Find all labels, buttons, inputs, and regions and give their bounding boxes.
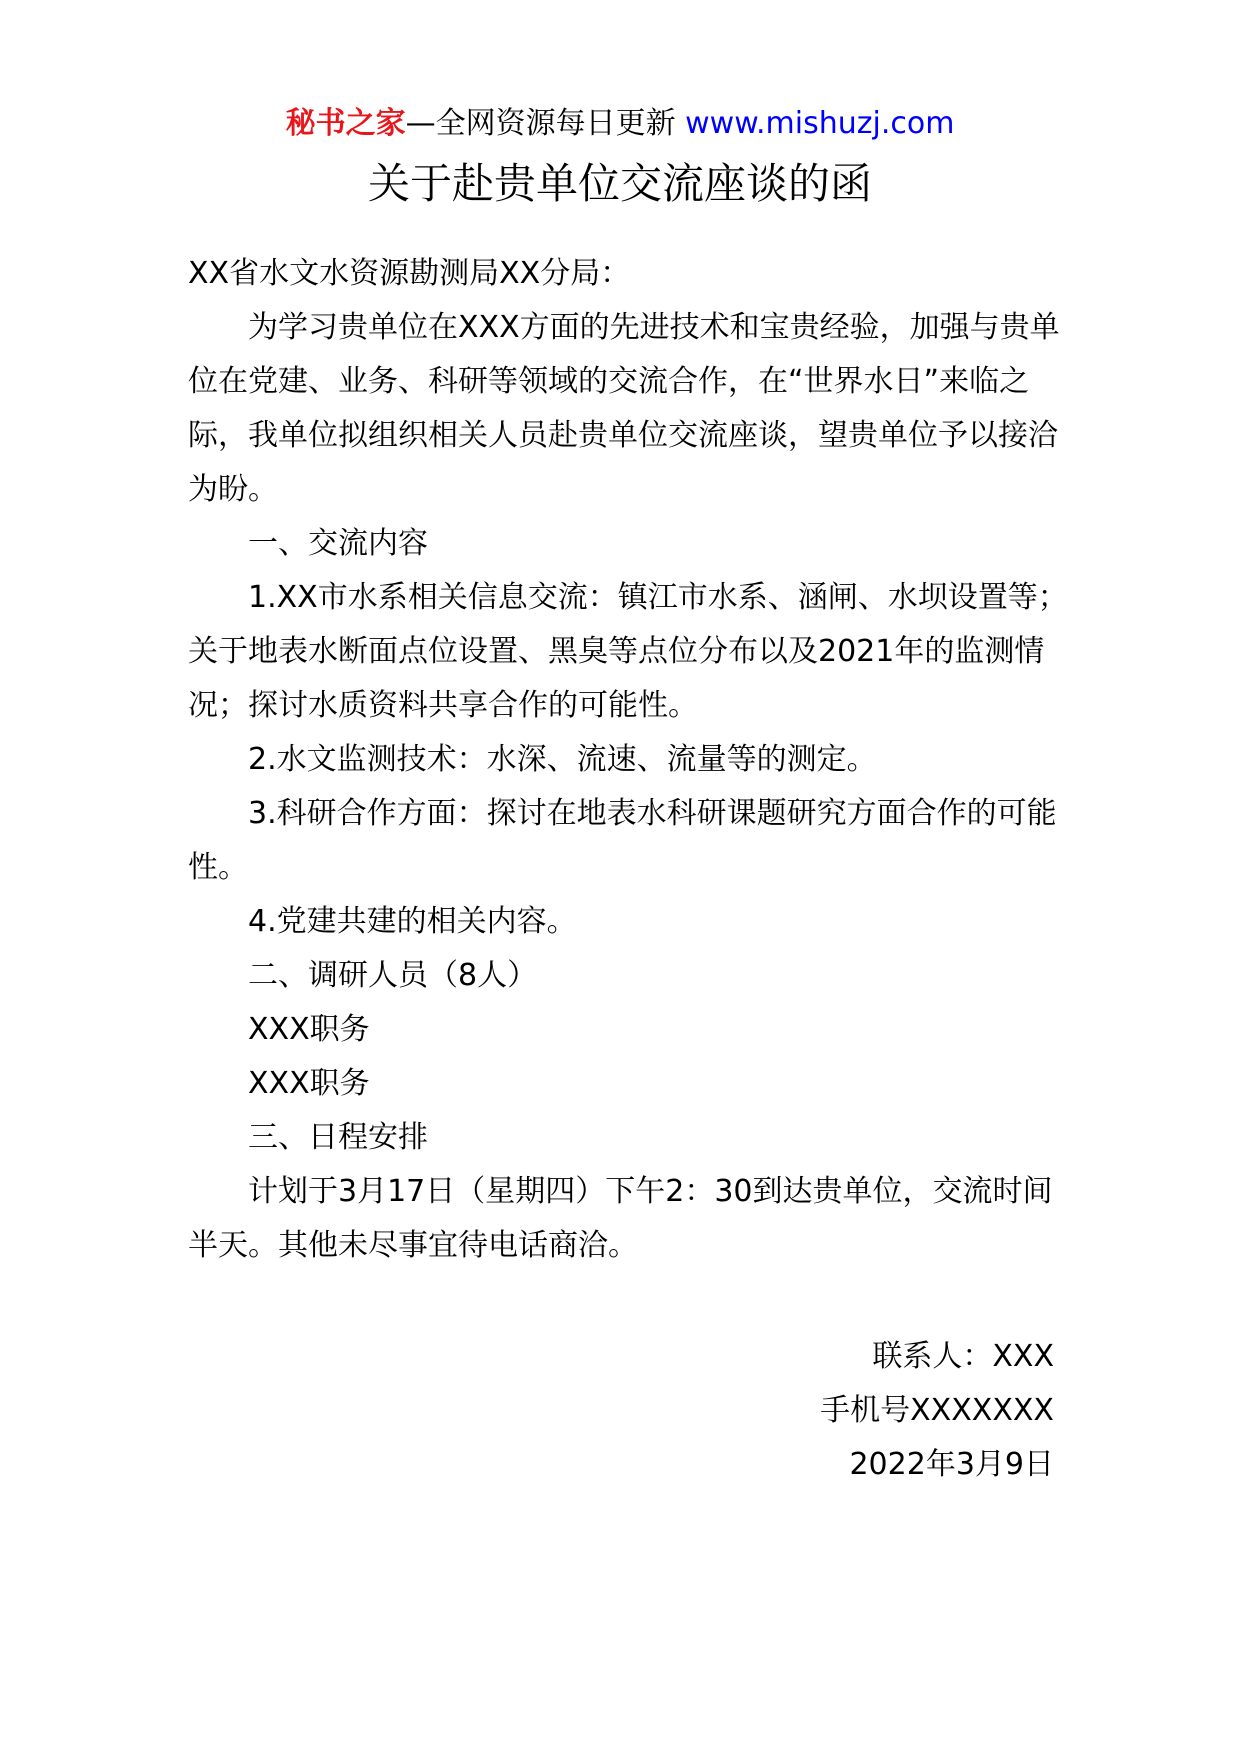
section-heading-schedule: 三、日程安排 (248, 1120, 428, 1155)
content-item-3: 3.科研合作方面：探讨在地表水科研课题研究方面合作的可能性。 (188, 796, 1057, 885)
contact-phone: 手机号XXXXXXX (820, 1393, 1054, 1428)
page-title: 关于赴贵单位交流座谈的函 (367, 159, 872, 208)
content-item-1: 1.XX市水系相关信息交流：镇江市水系、涵闸、水坝设置等；关于地表水断面点位设置、黑臭等点位分布以及2021年的监测情况；探讨水质资料共享合作的可能性。 (188, 580, 1068, 723)
content-item-2: 2.水文监测技术：水深、流速、流量等的测定。 (248, 742, 877, 777)
brand-name: 秘书之家 (285, 106, 406, 141)
section-heading-personnel: 二、调研人员（8人） (248, 958, 538, 993)
site-url-link[interactable]: www.mishuzj.com (685, 106, 955, 141)
salutation: XX省水文水资源勘测局XX分局： (188, 256, 631, 291)
letter-date: 2022年3月9日 (849, 1447, 1054, 1482)
personnel-item-2: XXX职务 (248, 1066, 370, 1101)
content-item-4: 4.党建共建的相关内容。 (248, 904, 577, 939)
signature-block (820, 1330, 1054, 1492)
letter-body (188, 247, 1068, 1273)
contact-person: 联系人：XXX (872, 1339, 1054, 1374)
personnel-item-1: XXX职务 (248, 1012, 370, 1047)
site-header (0, 104, 1240, 144)
section-heading-content: 一、交流内容 (248, 526, 428, 561)
intro-paragraph: 为学习贵单位在XXX方面的先进技术和宝贵经验，加强与贵单位在党建、业务、科研等领域的交流合作，在“世界水日”来临之际，我单位拟组织相关人员赴贵单位交流座谈，望贵单位予以接洽为盼。 (188, 310, 1060, 507)
schedule-paragraph: 计划于3月17日（星期四）下午2：30到达贵单位，交流时间半天。其他未尽事宜待电话商洽。 (188, 1174, 1053, 1263)
slogan: —全网资源每日更新 (405, 106, 676, 141)
